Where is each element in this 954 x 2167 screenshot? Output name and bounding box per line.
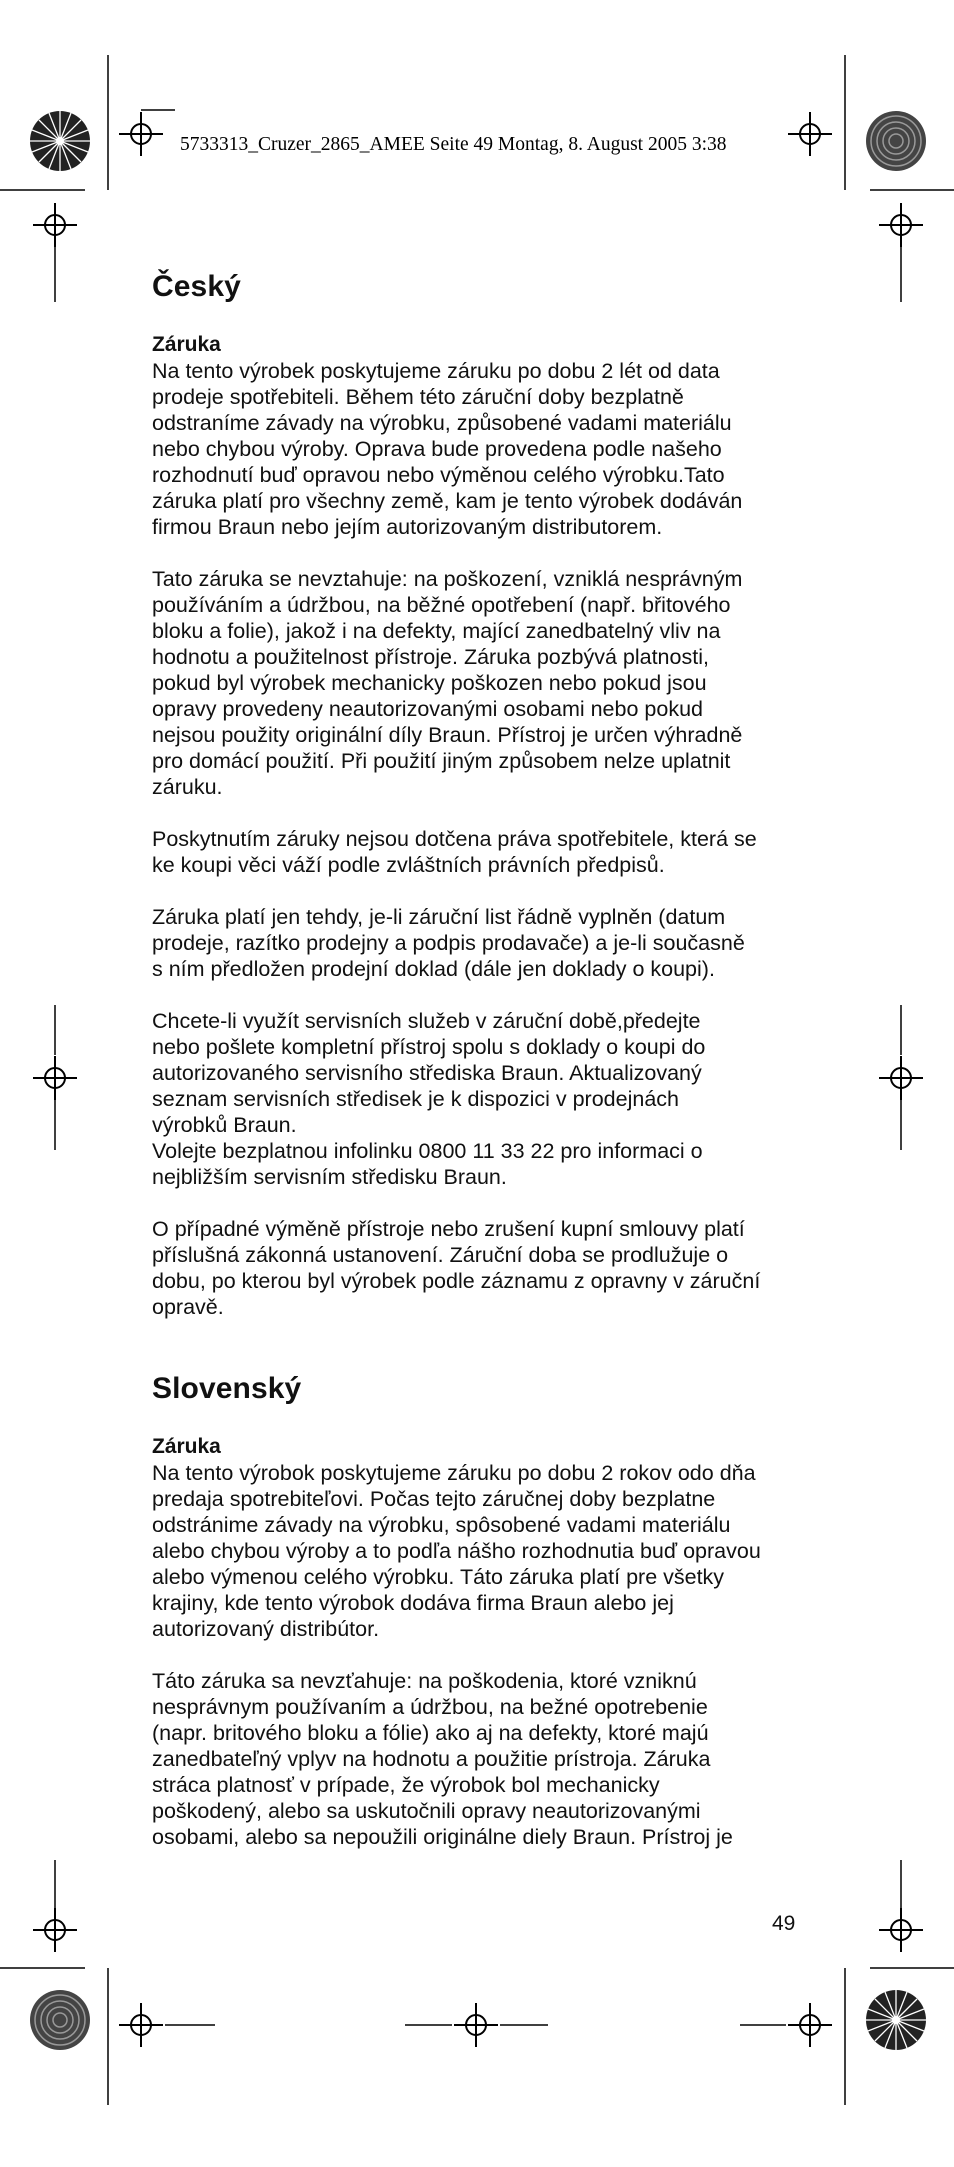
paragraph: Poskytnutím záruky nejsou dotčena práva spotřebitele, která se ke koupi věci váží podle zvláštních právních předpisů. [152, 827, 757, 877]
paragraph: Na tento výrobok poskytujeme záruku po dobu 2 rokov odo dňa predaja spotrebiteľovi. Počas tejto záručnej doby bezplatne odstránime závady na výrobku, spôsobené vadami materiálu alebo chybou výroby a to podľa nášho rozhodnutia buď opravou alebo výmenou celého výrobku. Táto záruka platí pre všetky krajiny, kde tento výrobok dodáva firma Braun alebo jej autorizovaný distribútor. [152, 1461, 761, 1641]
section-subheading: Záruka [152, 1435, 221, 1458]
paragraph: Táto záruka sa nevzťahuje: na poškodenia, ktoré vzniknú nesprávnym používaním a údržbou, na bežné opotrebenie (napr. britového bloku a fólie) ako aj na defekty, ktoré majú zanedbateľný vplyv na hodnotu a použitie prístroja. Záruka stráca platnosť v prípade, že výrobok bol mechanicky poškodený, alebo sa uskutočnili opravy neautorizovanými osobami, alebo sa nepoužili originálne diely Braun. Prístroj je [152, 1669, 733, 1849]
section-slovak [152, 1372, 802, 1850]
page-number: 49 [772, 1912, 796, 1935]
document-body [152, 270, 802, 1902]
section-subheading: Záruka [152, 333, 221, 356]
section-heading: Český [152, 270, 241, 303]
paragraph: Tato záruka se nevztahuje: na poškození, vzniklá nesprávným používáním a údržbou, na běžné opotřebení (např. břitového bloku a folie), jakož i na defekty, mající zanedbatelný vliv na hodnotu a použitelnost přístroje. Záruka pozbývá platnosti, pokud byl výrobek mechanicky poškozen nebo pokud jsou opravy provedeny neautorizovanými osobami nebo pokud nejsou použity originální díly Braun. Přístroj je určen výhradně pro domácí použití. Při použití jiným způsobem nelze uplatnit záruku. [152, 567, 743, 799]
print-slug: 5733313_Cruzer_2865_AMEE Seite 49 Montag, 8. August 2005 3:38 [180, 134, 727, 155]
paragraph: Chcete-li využít servisních služeb v záruční době,předejte nebo pošlete kompletní přístroj spolu s doklady o koupi do autorizovaného servisního střediska Braun. Aktualizovaný seznam servisních středisek je k dispozici v prodejnách výrobků Braun. Volejte bezplatnou infolinku 0800 11 33 22 pro informaci o nejbližším servisním středisku Braun. [152, 1009, 706, 1189]
paragraph: Na tento výrobek poskytujeme záruku po dobu 2 lét od data prodeje spotřebiteli. Během této záruční doby bezplatně odstraníme závady na výrobku, způsobené vadami materiálu nebo chybou výroby. Oprava bude provedena podle našeho rozhodnutí buď opravou nebo výměnou celého výrobku.Tato záruka platí pro všechny země, kam je tento výrobek dodáván firmou Braun nebo jejím autorizovaným distributorem. [152, 359, 743, 539]
section-heading: Slovenský [152, 1372, 302, 1405]
section-czech [152, 270, 802, 1320]
paragraph: O případné výměně přístroje nebo zrušení kupní smlouvy platí příslušná zákonná ustanovení. Záruční doba se prodlužuje o dobu, po kterou byl výrobek podle záznamu z opravny v záruční opravě. [152, 1217, 761, 1319]
paragraph: Záruka platí jen tehdy, je-li záruční list řádně vyplněn (datum prodeje, razítko prodejny a podpis prodavače) a je-li současně s ním předložen prodejní doklad (dále jen doklady o koupi). [152, 905, 745, 981]
